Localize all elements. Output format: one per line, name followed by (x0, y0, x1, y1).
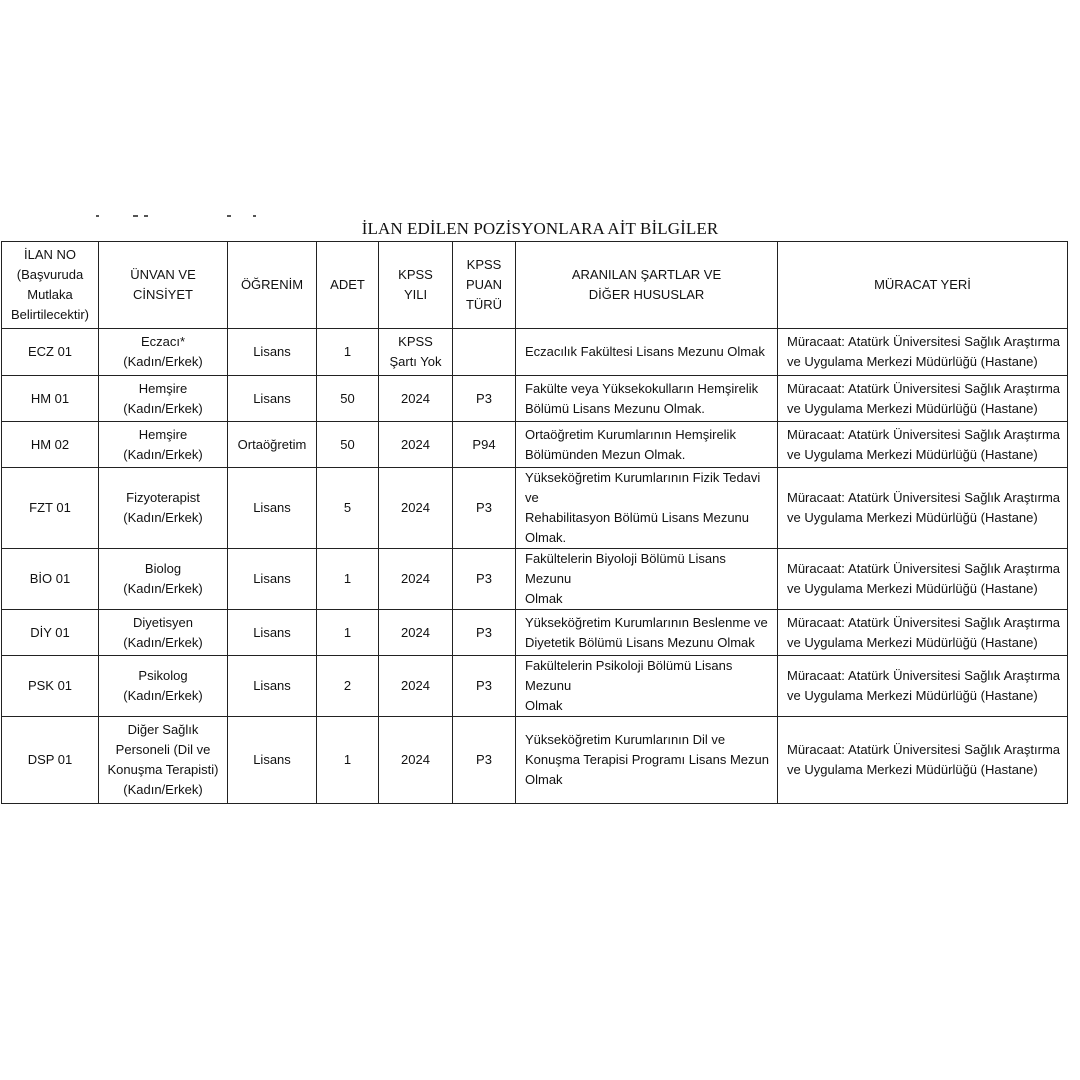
page-title: İLAN EDİLEN POZİSYONLARA AİT BİLGİLER (361, 219, 719, 238)
text-line: KPSS (398, 334, 433, 349)
text-line: (Kadın/Erkek) (123, 688, 203, 703)
text-line: Fakültelerin Psikoloji Bölümü Lisans Mezunu (525, 658, 733, 693)
text-line: 2024 (401, 571, 430, 586)
cell-ogrenim: Lisans (228, 549, 317, 610)
text-line: CİNSİYET (133, 287, 193, 302)
text-line: Müracaat: Atatürk Üniversitesi Sağlık Araştırma (787, 614, 1060, 630)
text-line: Bölümü Lisans Mezunu Olmak. (525, 400, 705, 416)
cell-adet: 1 (317, 329, 379, 376)
text-line: ve Uygulama Merkezi Müdürlüğü (Hastane) (787, 446, 1038, 462)
text-line: Diğer Sağlık (127, 722, 199, 737)
text-line: Olmak. (525, 530, 567, 545)
cell-adet: 1 (317, 610, 379, 656)
header-row (2, 242, 1068, 329)
text-line: Yükseköğretim Kurumlarının Dil ve (525, 732, 726, 747)
text-line: KPSS (398, 267, 433, 282)
faint-artifact-line (144, 215, 148, 217)
cell-ogrenim: Lisans (228, 376, 317, 422)
text-line: ve Uygulama Merkezi Müdürlüğü (Hastane) (787, 581, 1038, 596)
cell-sartlar (516, 468, 778, 549)
text-line: Müracaat: Atatürk Üniversitesi Sağlık Araştırma (787, 742, 1060, 757)
header-ilan-no (2, 242, 99, 329)
cell-kpss-yili (379, 549, 453, 610)
text-line: 2024 (401, 500, 430, 515)
text-line: Müracaat: Atatürk Üniversitesi Sağlık Araştırma (787, 334, 1060, 349)
text-line: Fakültelerin Biyoloji Bölümü Lisans Mezunu (525, 551, 726, 586)
text-line: 2024 (401, 390, 430, 406)
cell-ilan-no: DSP 01 (2, 717, 99, 804)
text-line: Müracaat: Atatürk Üniversitesi Sağlık Araştırma (787, 380, 1060, 396)
table-row (2, 422, 1068, 468)
text-line: ve Uygulama Merkezi Müdürlüğü (Hastane) (787, 510, 1038, 525)
table-row (2, 329, 1068, 376)
text-line: Hemşire (138, 380, 188, 396)
cell-unvan (99, 549, 228, 610)
table-row (2, 656, 1068, 717)
text-line: İLAN NO (23, 247, 76, 262)
cell-adet: 1 (317, 549, 379, 610)
cell-muracat (778, 656, 1068, 717)
cell-ogrenim: Lisans (228, 656, 317, 717)
faint-artifact-line (227, 215, 231, 217)
text-line: Eczacılık Fakültesi Lisans Mezunu Olmak (525, 344, 765, 359)
cell-sartlar (516, 656, 778, 717)
cell-unvan (99, 376, 228, 422)
text-line: (Kadın/Erkek) (123, 446, 203, 462)
cell-kpss-yili (379, 656, 453, 717)
cell-kpss-yili (379, 610, 453, 656)
text-line: (Kadın/Erkek) (123, 782, 203, 797)
text-line: Hemşire (138, 426, 188, 442)
text-line: Müracaat: Atatürk Üniversitesi Sağlık Araştırma (787, 668, 1060, 683)
cell-sartlar (516, 717, 778, 804)
text-line: Diyetisyen (133, 614, 193, 630)
cell-muracat (778, 610, 1068, 656)
text-line: ÜNVAN VE (130, 267, 196, 282)
cell-kpss-puan: P3 (453, 549, 516, 610)
text-line: (Kadın/Erkek) (123, 354, 203, 369)
text-line: Diyetetik Bölümü Lisans Mezunu Olmak (525, 634, 755, 650)
text-line: Müracaat: Atatürk Üniversitesi Sağlık Araştırma (787, 561, 1060, 576)
cell-unvan (99, 329, 228, 376)
text-line: ve Uygulama Merkezi Müdürlüğü (Hastane) (787, 400, 1038, 416)
text-line: ve Uygulama Merkezi Müdürlüğü (Hastane) (787, 634, 1038, 650)
cell-ogrenim: Lisans (228, 717, 317, 804)
text-line: 2024 (401, 624, 430, 640)
text-line: (Kadın/Erkek) (123, 634, 203, 650)
cell-muracat (778, 717, 1068, 804)
cell-kpss-puan: P3 (453, 376, 516, 422)
text-line: Belirtilecektir) (10, 307, 89, 322)
text-line: Personeli (Dil ve (115, 742, 211, 757)
header-muracat: MÜRACAT YERİ (778, 242, 1068, 329)
text-line: ve Uygulama Merkezi Müdürlüğü (Hastane) (787, 762, 1038, 777)
faint-artifact-line (133, 215, 138, 217)
text-line: Rehabilitasyon Bölümü Lisans Mezunu (525, 510, 750, 525)
cell-sartlar (516, 329, 778, 376)
positions-table (1, 241, 1068, 804)
header-kpss-yili (379, 242, 453, 329)
text-line: Psikolog (138, 668, 188, 683)
cell-unvan (99, 468, 228, 549)
cell-adet: 50 (317, 376, 379, 422)
cell-ilan-no: HM 01 (2, 376, 99, 422)
table-row (2, 549, 1068, 610)
cell-ogrenim: Lisans (228, 610, 317, 656)
cell-ilan-no: ECZ 01 (2, 329, 99, 376)
cell-unvan (99, 717, 228, 804)
header-kpss-puan (453, 242, 516, 329)
header-adet: ADET (317, 242, 379, 329)
cell-kpss-puan: P3 (453, 610, 516, 656)
text-line: 2024 (401, 678, 430, 693)
cell-ogrenim: Lisans (228, 329, 317, 376)
text-line: Mutlaka (27, 287, 73, 302)
text-line: Müracaat: Atatürk Üniversitesi Sağlık Araştırma (787, 490, 1060, 505)
text-line: YILI (403, 287, 428, 302)
cell-ilan-no: DİY 01 (2, 610, 99, 656)
text-line: ve Uygulama Merkezi Müdürlüğü (Hastane) (787, 688, 1038, 703)
cell-adet: 5 (317, 468, 379, 549)
text-line: Bölümünden Mezun Olmak. (525, 446, 686, 462)
faint-artifact-line (96, 215, 99, 217)
table-row (2, 376, 1068, 422)
cell-unvan (99, 656, 228, 717)
text-line: (Kadın/Erkek) (123, 510, 203, 525)
text-line: Müracaat: Atatürk Üniversitesi Sağlık Araştırma (787, 426, 1060, 442)
text-line: 2024 (401, 436, 430, 452)
cell-muracat (778, 549, 1068, 610)
cell-kpss-puan: P94 (453, 422, 516, 468)
text-line: Fizyoterapist (126, 490, 200, 505)
cell-kpss-puan: P3 (453, 656, 516, 717)
text-line: Eczacı* (140, 334, 186, 349)
table-row (2, 717, 1068, 804)
cell-kpss-yili (379, 376, 453, 422)
text-line: KPSS (466, 257, 502, 272)
cell-ilan-no: FZT 01 (2, 468, 99, 549)
cell-ilan-no: HM 02 (2, 422, 99, 468)
text-line: 2024 (401, 752, 430, 767)
text-line: Biolog (144, 561, 182, 576)
cell-adet: 1 (317, 717, 379, 804)
cell-kpss-yili (379, 468, 453, 549)
text-line: TÜRÜ (465, 297, 503, 312)
cell-kpss-puan: P3 (453, 717, 516, 804)
header-unvan (99, 242, 228, 329)
text-line: Olmak (525, 772, 563, 787)
cell-ilan-no: BİO 01 (2, 549, 99, 610)
cell-muracat (778, 468, 1068, 549)
cell-ogrenim: Ortaöğretim (228, 422, 317, 468)
cell-sartlar (516, 422, 778, 468)
cell-muracat (778, 376, 1068, 422)
cell-sartlar (516, 376, 778, 422)
cell-ilan-no: PSK 01 (2, 656, 99, 717)
text-line: (Kadın/Erkek) (123, 581, 203, 596)
text-line: Yükseköğretim Kurumlarının Beslenme ve (525, 614, 768, 630)
text-line: Konuşma Terapisi Programı Lisans Mezun (525, 752, 769, 767)
cell-muracat (778, 329, 1068, 376)
cell-muracat (778, 422, 1068, 468)
header-sartlar (516, 242, 778, 329)
text-line: Yükseköğretim Kurumlarının Fizik Tedavi ve (525, 470, 761, 505)
cell-kpss-puan: P3 (453, 468, 516, 549)
cell-unvan (99, 422, 228, 468)
text-line: DİĞER HUSUSLAR (588, 287, 705, 302)
table-row (2, 610, 1068, 656)
cell-kpss-yili (379, 717, 453, 804)
text-line: ve Uygulama Merkezi Müdürlüğü (Hastane) (787, 354, 1038, 369)
cell-adet: 2 (317, 656, 379, 717)
text-line: Konuşma Terapisti) (107, 762, 219, 777)
text-line: Olmak (525, 591, 563, 606)
text-line: Fakülte veya Yüksekokulların Hemşirelik (525, 380, 759, 396)
text-line: Ortaöğretim Kurumlarının Hemşirelik (525, 426, 736, 442)
cell-sartlar (516, 549, 778, 610)
cell-kpss-puan (453, 329, 516, 376)
text-line: (Başvuruda (16, 267, 84, 282)
text-line: ARANILAN ŞARTLAR VE (571, 267, 722, 282)
header-ogrenim: ÖĞRENİM (228, 242, 317, 329)
cell-kpss-yili (379, 422, 453, 468)
text-line: Olmak (525, 698, 563, 713)
faint-artifact-line (253, 215, 256, 217)
text-line: Şartı Yok (389, 354, 442, 369)
cell-sartlar (516, 610, 778, 656)
cell-unvan (99, 610, 228, 656)
text-line: PUAN (465, 277, 503, 292)
table-row (2, 468, 1068, 549)
text-line: (Kadın/Erkek) (123, 400, 203, 416)
cell-ogrenim: Lisans (228, 468, 317, 549)
cell-adet: 50 (317, 422, 379, 468)
cell-kpss-yili (379, 329, 453, 376)
